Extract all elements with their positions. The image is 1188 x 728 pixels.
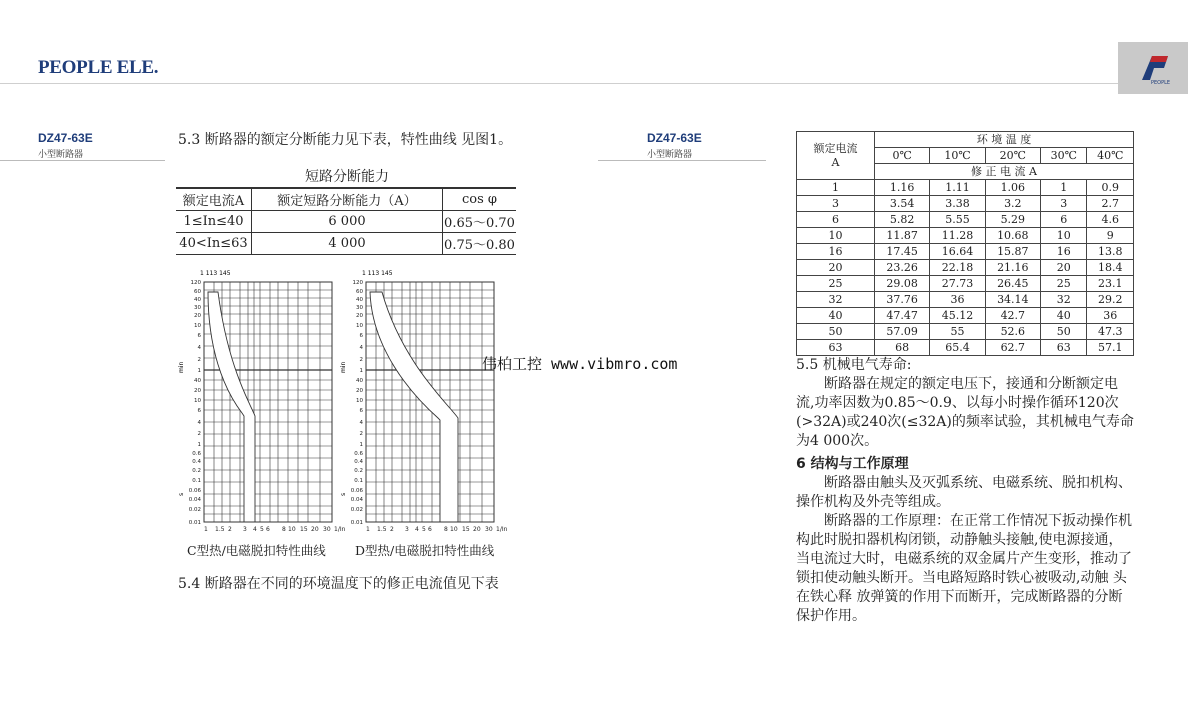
header-divider [0, 83, 1120, 84]
table-row [797, 308, 1134, 324]
svg-text:5: 5 [422, 526, 426, 533]
table-cell: 62.7 [985, 340, 1040, 356]
breaking-capacity-table [176, 187, 516, 255]
svg-text:6: 6 [428, 526, 432, 533]
svg-text:1.5: 1.5 [215, 526, 225, 533]
table-cell: 18.4 [1087, 260, 1134, 276]
svg-text:10: 10 [194, 323, 201, 329]
svg-text:15: 15 [300, 526, 308, 533]
table-cell: 47.47 [875, 308, 930, 324]
svg-text:1.5: 1.5 [377, 526, 387, 533]
paragraph-5-3: 5.3 断路器的额定分断能力见下表，特性曲线 见图1。 [178, 132, 513, 148]
table-cell: 6 [797, 212, 875, 228]
svg-text:0.04: 0.04 [188, 497, 201, 503]
section-divider [598, 160, 766, 161]
table-cell: 57.09 [875, 324, 930, 340]
table-cell: 32 [797, 292, 875, 308]
temp-header-cell: 0℃ [875, 148, 930, 164]
table-cell: 5.29 [985, 212, 1040, 228]
table-row [797, 180, 1134, 196]
temp-header-cell: 40℃ [1087, 148, 1134, 164]
svg-text:40: 40 [194, 378, 201, 384]
svg-text:6: 6 [359, 408, 363, 414]
temperature-correction-table [796, 131, 1134, 356]
svg-text:0.01: 0.01 [350, 520, 363, 526]
svg-text:2: 2 [197, 431, 201, 437]
svg-text:0.6: 0.6 [192, 451, 201, 457]
paragraph-5-5: 断路器在规定的额定电压下，接通和分断额定电流,功率因数为0.85～0.9、以每小时操作循环120次(>32A)或240次(≤32A)的频率试验，其机械电气寿命为4 000次。 [796, 376, 1134, 449]
table-row [797, 228, 1134, 244]
table-cell: 52.6 [985, 324, 1040, 340]
svg-text:4: 4 [197, 420, 201, 426]
svg-text:4: 4 [359, 345, 363, 351]
top-tick-labels: 1 113 145 [362, 270, 393, 277]
svg-text:0.02: 0.02 [350, 507, 363, 513]
svg-text:1: 1 [366, 526, 370, 533]
table-cell: 65.4 [930, 340, 985, 356]
table-cell: 4 000 [252, 233, 443, 255]
c-curve-caption: C型热/电磁脱扣特性曲线 [187, 543, 326, 558]
y-unit-min: min [340, 361, 347, 373]
svg-text:10: 10 [356, 323, 363, 329]
svg-text:6: 6 [197, 408, 201, 414]
table-cell: 23.1 [1087, 276, 1134, 292]
table-cell: 22.18 [930, 260, 985, 276]
svg-text:8: 8 [444, 526, 448, 533]
table-cell: 1.16 [875, 180, 930, 196]
model-code: DZ47-63E [38, 131, 93, 145]
svg-text:20: 20 [194, 313, 201, 319]
table-cell: 1.11 [930, 180, 985, 196]
table-header-cell: cos φ [443, 188, 517, 211]
svg-text:0.4: 0.4 [354, 459, 363, 465]
paragraph-6-a: 断路器由触头及灭弧系统、电磁系统、脱扣机构、操作机构及外壳等组成。 [796, 475, 1132, 510]
table-cell: 2.7 [1087, 196, 1134, 212]
svg-text:6: 6 [359, 333, 363, 339]
table-row [797, 244, 1134, 260]
table-row [797, 196, 1134, 212]
table-cell: 63 [797, 340, 875, 356]
table-cell: 3.54 [875, 196, 930, 212]
y-unit-min: min [178, 361, 185, 373]
rated-current-header: 额定电流 A [797, 132, 875, 180]
table-header-cell: 额定短路分断能力（A） [252, 188, 443, 211]
table-cell: 13.8 [1087, 244, 1134, 260]
svg-text:2: 2 [197, 357, 201, 363]
table-cell: 32 [1040, 292, 1087, 308]
table-cell: 36 [1087, 308, 1134, 324]
svg-text:15: 15 [462, 526, 470, 533]
top-tick-labels: 1 113 145 [200, 270, 231, 277]
table-cell: 15.87 [985, 244, 1040, 260]
table-cell: 6 [1040, 212, 1087, 228]
table-row [797, 292, 1134, 308]
table-row [176, 233, 516, 255]
table-cell: 57.1 [1087, 340, 1134, 356]
d-curve-chart [340, 268, 518, 536]
table-cell: 16 [797, 244, 875, 260]
svg-text:10: 10 [194, 398, 201, 404]
y-tick-labels [189, 280, 202, 526]
svg-text:20: 20 [473, 526, 481, 533]
table-cell: 17.45 [875, 244, 930, 260]
table-cell: 3.2 [985, 196, 1040, 212]
table-cell: 47.3 [1087, 324, 1134, 340]
svg-text:4: 4 [197, 345, 201, 351]
table-cell: 50 [1040, 324, 1087, 340]
x-tick-labels [366, 526, 508, 533]
table-cell: 25 [1040, 276, 1087, 292]
svg-text:20: 20 [311, 526, 319, 533]
svg-text:4: 4 [253, 526, 257, 533]
table-cell: 6 000 [252, 211, 443, 233]
table-cell: 29.2 [1087, 292, 1134, 308]
svg-text:6: 6 [266, 526, 270, 533]
temp-header-cell: 20℃ [985, 148, 1040, 164]
table-row [797, 324, 1134, 340]
y-unit-s: s [340, 492, 347, 496]
svg-text:40: 40 [356, 297, 363, 303]
table-cell: 55 [930, 324, 985, 340]
table-row [176, 211, 516, 233]
svg-text:1: 1 [197, 442, 201, 448]
table-cell: 68 [875, 340, 930, 356]
table-cell: 4.6 [1087, 212, 1134, 228]
table-cell: 20 [1040, 260, 1087, 276]
table-cell: 37.76 [875, 292, 930, 308]
table-cell: 1≤In≤40 [176, 211, 252, 233]
svg-text:2: 2 [359, 431, 363, 437]
table-row [797, 212, 1134, 228]
svg-text:2: 2 [228, 526, 232, 533]
svg-text:0.01: 0.01 [188, 520, 201, 526]
table-cell: 0.75～0.80 [443, 233, 517, 255]
heading-6: 6 结构与工作原理 [796, 456, 909, 472]
table-cell: 1.06 [985, 180, 1040, 196]
y-unit-s: s [178, 492, 185, 496]
table-row [797, 340, 1134, 356]
svg-text:2: 2 [390, 526, 394, 533]
svg-text:30: 30 [194, 305, 201, 311]
table-cell: 0.65～0.70 [443, 211, 517, 233]
svg-text:10: 10 [450, 526, 458, 533]
table-cell: 11.28 [930, 228, 985, 244]
company-logo [1118, 42, 1188, 94]
table-cell: 50 [797, 324, 875, 340]
svg-text:30: 30 [485, 526, 493, 533]
svg-text:40: 40 [356, 378, 363, 384]
svg-text:0.2: 0.2 [354, 468, 363, 474]
svg-text:10: 10 [288, 526, 296, 533]
svg-text:1: 1 [204, 526, 208, 533]
table-row [797, 276, 1134, 292]
y-tick-labels [351, 280, 364, 526]
c-curve-chart [178, 268, 353, 536]
heading-5-5: 5.5 机械电气寿命: [796, 357, 912, 373]
table-title: 短路分断能力 [305, 169, 389, 185]
table-cell: 29.08 [875, 276, 930, 292]
corrected-current-header: 修 正 电 流 A [875, 164, 1134, 180]
section-divider [0, 160, 165, 161]
table-cell: 9 [1087, 228, 1134, 244]
table-cell: 40<In≤63 [176, 233, 252, 255]
table-cell: 5.82 [875, 212, 930, 228]
table-cell: 10 [1040, 228, 1087, 244]
svg-text:3: 3 [243, 526, 247, 533]
table-cell: 1 [1040, 180, 1087, 196]
temp-header-cell: 30℃ [1040, 148, 1087, 164]
table-cell: 11.87 [875, 228, 930, 244]
model-subtitle: 小型断路器 [647, 150, 693, 160]
temp-header-cell: 10℃ [930, 148, 985, 164]
svg-text:1: 1 [359, 442, 363, 448]
table-cell: 40 [797, 308, 875, 324]
svg-text:0.6: 0.6 [354, 451, 363, 457]
svg-text:1/In: 1/In [496, 526, 508, 533]
svg-text:6: 6 [197, 333, 201, 339]
table-cell: 40 [1040, 308, 1087, 324]
table-cell: 3 [797, 196, 875, 212]
watermark-text: 伟柏工控 www.vibmro.com [482, 355, 678, 373]
logo-mark-icon [1118, 42, 1188, 94]
svg-text:0.06: 0.06 [188, 488, 201, 494]
table-cell: 5.55 [930, 212, 985, 228]
paragraph-5-4: 5.4 断路器在不同的环境温度下的修正电流值见下表 [178, 576, 499, 592]
svg-text:20: 20 [356, 388, 363, 394]
svg-text:40: 40 [194, 297, 201, 303]
table-cell: 63 [1040, 340, 1087, 356]
x-tick-labels [204, 526, 346, 533]
d-trip-curve-band [370, 292, 458, 522]
table-cell: 23.26 [875, 260, 930, 276]
svg-text:0.2: 0.2 [192, 468, 201, 474]
table-cell: 25 [797, 276, 875, 292]
svg-text:0.04: 0.04 [350, 497, 363, 503]
svg-text:30: 30 [323, 526, 331, 533]
table-cell: 1 [797, 180, 875, 196]
table-cell: 16 [1040, 244, 1087, 260]
table-cell: 45.12 [930, 308, 985, 324]
svg-text:20: 20 [194, 388, 201, 394]
table-header-row [176, 188, 516, 211]
svg-text:0.4: 0.4 [192, 459, 201, 465]
svg-text:4: 4 [415, 526, 419, 533]
svg-text:1: 1 [197, 368, 201, 374]
svg-text:0.02: 0.02 [188, 507, 201, 513]
table-cell: 34.14 [985, 292, 1040, 308]
table-cell: 16.64 [930, 244, 985, 260]
svg-text:PEOPLE: PEOPLE [1151, 80, 1171, 86]
svg-text:2: 2 [359, 357, 363, 363]
table-cell: 36 [930, 292, 985, 308]
table-cell: 42.7 [985, 308, 1040, 324]
svg-text:8: 8 [282, 526, 286, 533]
table-row [797, 260, 1134, 276]
svg-text:120: 120 [352, 280, 363, 286]
svg-text:1/In: 1/In [334, 526, 346, 533]
table-header-cell: 额定电流A [176, 188, 252, 211]
table-cell: 26.45 [985, 276, 1040, 292]
brand-name: PEOPLE ELE. [38, 57, 159, 78]
svg-text:3: 3 [405, 526, 409, 533]
table-cell: 0.9 [1087, 180, 1134, 196]
svg-text:10: 10 [356, 398, 363, 404]
ambient-temp-header: 环 境 温 度 [875, 132, 1134, 148]
d-curve-caption: D型热/电磁脱扣特性曲线 [355, 543, 495, 558]
table-cell: 20 [797, 260, 875, 276]
table-cell: 10 [797, 228, 875, 244]
svg-text:0.1: 0.1 [354, 478, 363, 484]
model-subtitle: 小型断路器 [38, 150, 84, 160]
table-cell: 3 [1040, 196, 1087, 212]
model-code: DZ47-63E [647, 131, 702, 145]
svg-text:0.1: 0.1 [192, 478, 201, 484]
table-cell: 21.16 [985, 260, 1040, 276]
svg-text:0.06: 0.06 [350, 488, 363, 494]
svg-text:60: 60 [194, 289, 201, 295]
paragraph-6-b: 断路器的工作原理：在正常工作情况下扳动操作机构此时脱扣器机构闭锁，动静触头接触,使电源接通，当电流过大时，电磁系统的双金属片产生变形，推动了锁扣使动触头断开。当电路短路时铁心被吸动,动触 头在铁心释 放弹簧的作用下而断开，完成断路器的分断保护作用。 [796, 513, 1132, 624]
svg-text:120: 120 [190, 280, 201, 286]
chart-grid [204, 282, 332, 522]
svg-text:5: 5 [260, 526, 264, 533]
svg-text:30: 30 [356, 305, 363, 311]
svg-text:60: 60 [356, 289, 363, 295]
svg-text:20: 20 [356, 313, 363, 319]
table-cell: 10.68 [985, 228, 1040, 244]
table-cell: 27.73 [930, 276, 985, 292]
svg-text:4: 4 [359, 420, 363, 426]
table-cell: 3.38 [930, 196, 985, 212]
svg-text:1: 1 [359, 368, 363, 374]
